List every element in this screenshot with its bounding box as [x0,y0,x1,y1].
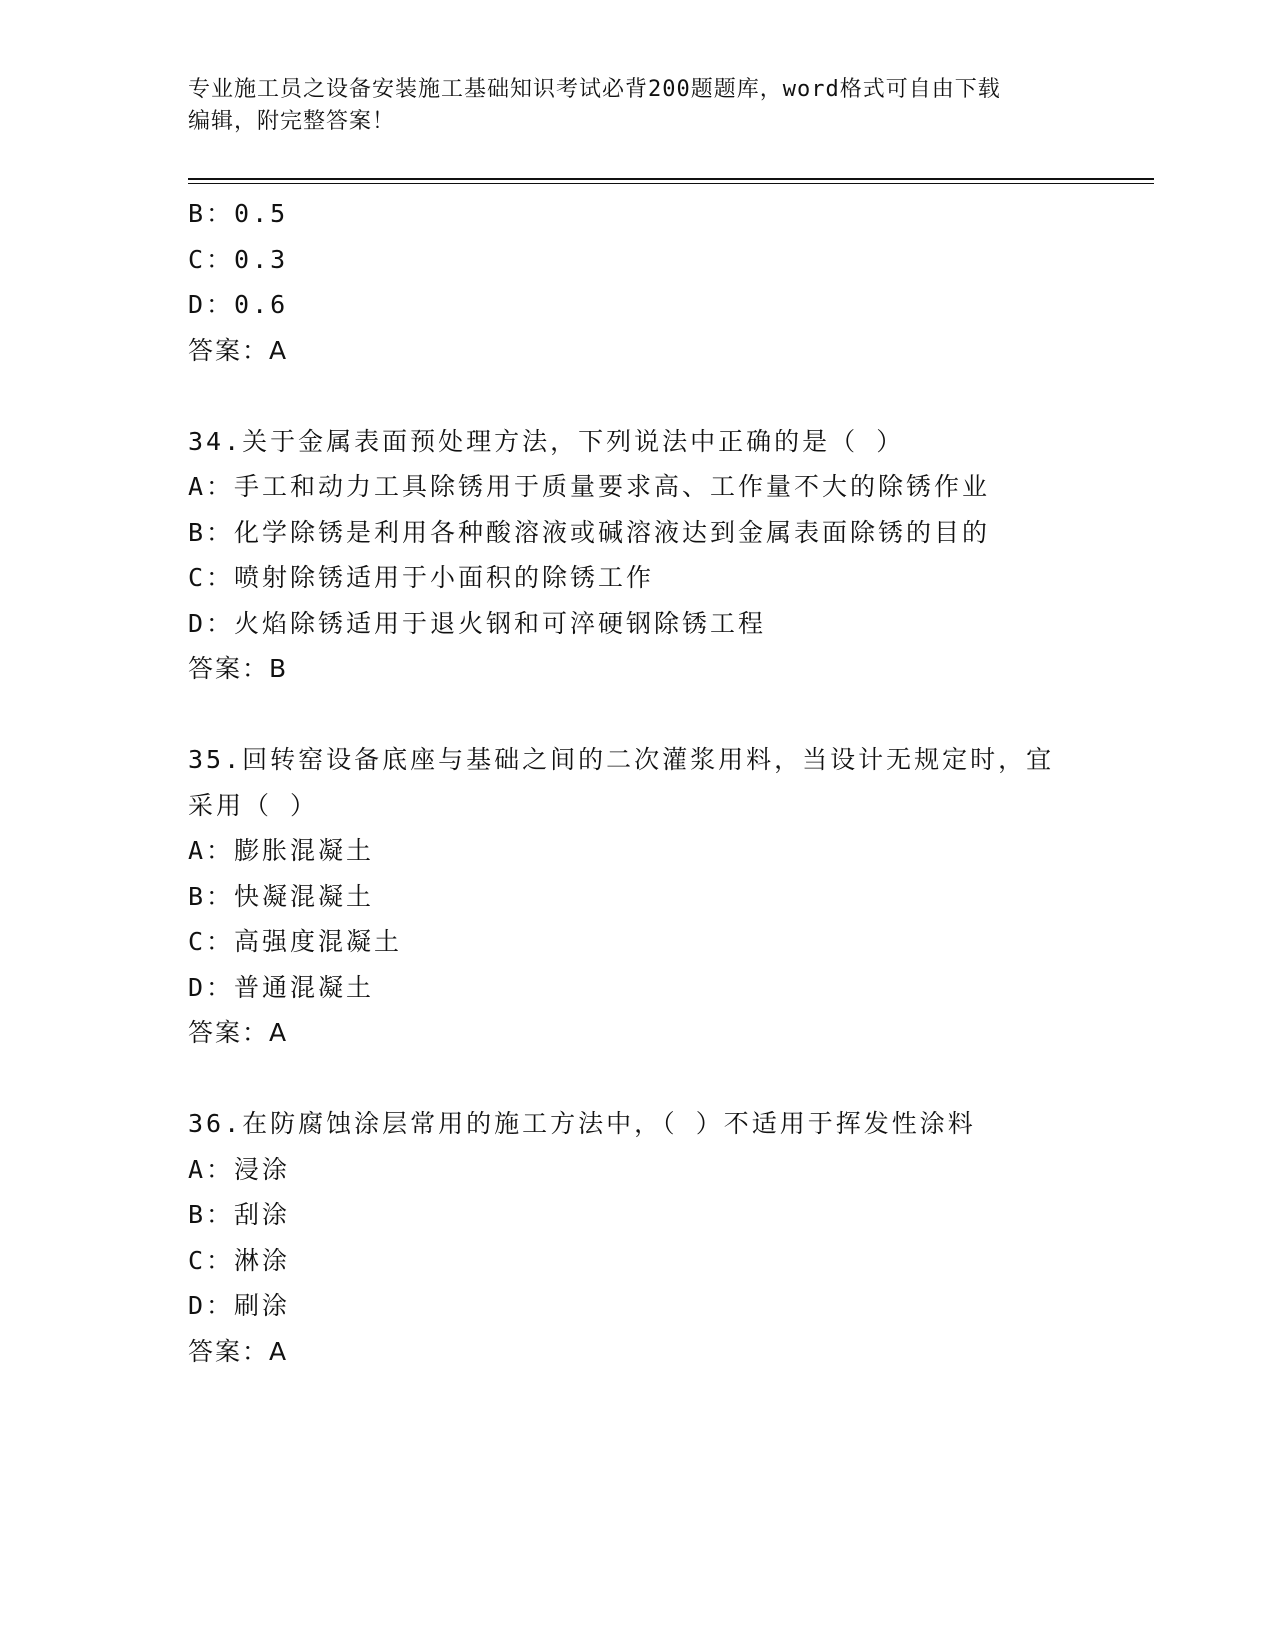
header-divider-thick [188,178,1154,180]
header-title-line-2: 编辑，附完整答案！ [188,109,396,134]
option-c: C：0.3 [188,244,289,274]
question-text: 34.关于金属表面预处理方法，下列说法中正确的是（ ） [188,426,905,456]
question-text-line-1: 35.回转窑设备底座与基础之间的二次灌浆用料，当设计无规定时，宜 [188,745,1055,774]
option-b: B：化学除锈是利用各种酸溶液或碱溶液达到金属表面除锈的目的 [188,517,991,547]
header-title-line-1: 专业施工员之设备安装施工基础知识考试必背200题题库，word格式可自由下载 [188,77,1001,102]
option-d: D：刷涂 [188,1291,291,1320]
option-d: D：0.6 [188,290,289,319]
option-a: A：膨胀混凝土 [188,836,375,865]
document-body [188,191,1088,1374]
question-36 [188,1101,1088,1374]
option-d: D：普通混凝土 [188,972,375,1002]
option-c: C：淋涂 [188,1245,291,1275]
option-b: B：刮涂 [188,1200,291,1229]
document-header [188,74,1088,138]
option-c: C：喷射除锈适用于小面积的除锈工作 [188,563,655,592]
answer-line: 答案：A [188,335,289,365]
question-text: 36.在防腐蚀涂层常用的施工方法中，（ ）不适用于挥发性涂料 [188,1109,976,1138]
option-d: D：火焰除锈适用于退火钢和可淬硬钢除锈工程 [188,608,767,638]
answer-line: 答案：B [188,654,289,683]
option-a: A：手工和动力工具除锈用于质量要求高、工作量不大的除锈作业 [188,472,991,501]
option-c: C：高强度混凝土 [188,927,403,956]
option-a: A：浸涂 [188,1154,291,1184]
question-35 [188,737,1088,1056]
answer-line: 答案：A [188,1018,289,1047]
option-b: B：快凝混凝土 [188,881,375,911]
question-text-line-2: 采用（ ） [188,790,319,820]
prev-question-block [188,191,1088,373]
option-b: B：0.5 [188,199,289,228]
question-34 [188,419,1088,692]
answer-line: 答案：A [188,1336,289,1366]
header-divider-thin [188,183,1154,184]
